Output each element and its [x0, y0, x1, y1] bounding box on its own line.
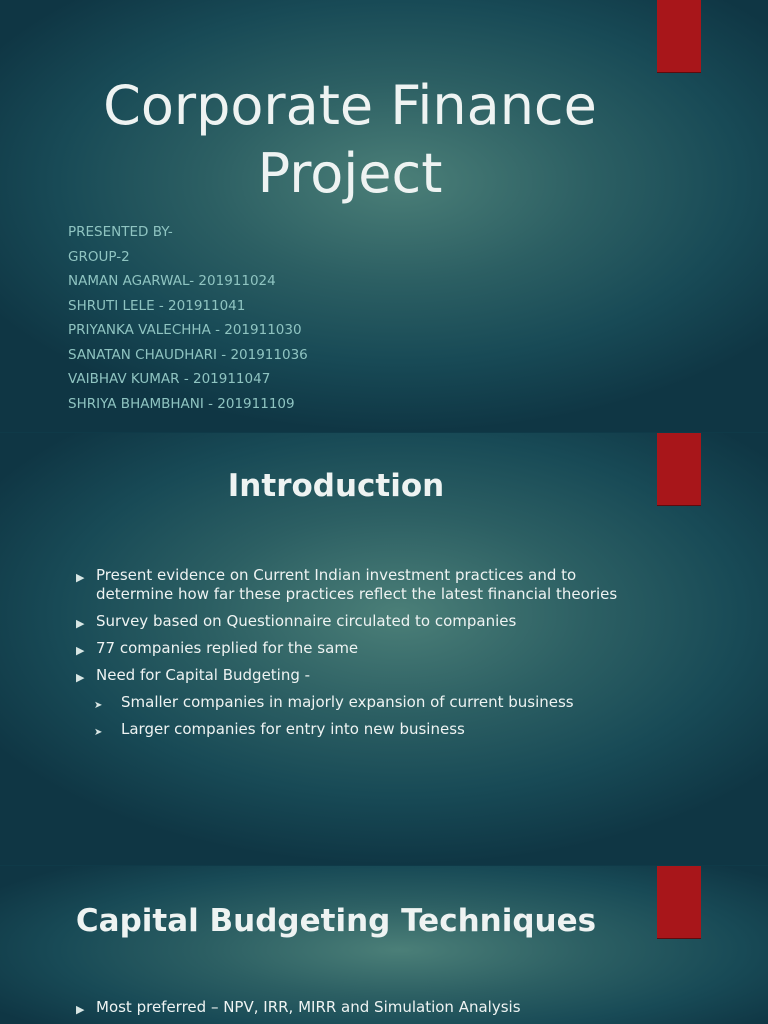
bullet-list: [76, 998, 636, 1024]
sub-bullet-item: [76, 693, 636, 712]
presenter-line: SHRUTI LELE - 201911041: [68, 297, 246, 314]
presenter-line: VAIBHAV KUMAR - 201911047: [68, 371, 271, 387]
bullet-item: [76, 666, 636, 685]
bullet-text: Present evidence on Current Indian investment practices and to determine how far these practices reflect the latest financial theories: [96, 566, 618, 603]
bullet-text: Most preferred – NPV, IRR, MIRR and Simulation Analysis: [96, 998, 521, 1016]
presenter-line: SHRIYA BHAMBHANI - 201911109: [68, 395, 295, 412]
bullet-text: Smaller companies in majorly expansion of current business: [121, 693, 574, 711]
slide-2-title: Introduction: [227, 468, 445, 504]
slide-title[interactable]: [0, 0, 768, 432]
presenter-list: [68, 220, 308, 416]
arrowhead-bullet-icon: ➤: [94, 700, 103, 711]
triangle-bullet-icon: ▶: [76, 1003, 85, 1016]
bullet-text: 77 companies replied for the same: [96, 639, 359, 657]
presenter-line: GROUP-2: [68, 248, 130, 265]
slide-introduction[interactable]: [0, 433, 768, 865]
bullet-item: [76, 612, 636, 631]
bullet-item: [76, 566, 636, 604]
arrowhead-bullet-icon: ➤: [94, 727, 103, 738]
presenter-line: PRESENTED BY-: [68, 224, 173, 240]
bullet-text: Need for Capital Budgeting -: [96, 666, 311, 684]
triangle-bullet-icon: ▶: [76, 617, 85, 630]
bullet-list: [76, 566, 636, 747]
accent-bar: [657, 0, 701, 72]
bullet-item: [76, 639, 636, 658]
triangle-bullet-icon: ▶: [76, 571, 85, 584]
triangle-bullet-icon: ▶: [76, 644, 85, 657]
bullet-item: [76, 998, 636, 1017]
slide-3-title: Capital Budgeting Techniques: [75, 903, 597, 939]
slide-1-title: Corporate Finance Project: [103, 74, 597, 205]
triangle-bullet-icon: ▶: [76, 671, 85, 684]
bullet-text: Survey based on Questionnaire circulated to companies: [96, 612, 517, 630]
presenter-line: PRIYANKA VALECHHA - 201911030: [68, 322, 302, 338]
bullet-text: Larger companies for entry into new business: [121, 720, 465, 738]
presenter-line: SANATAN CHAUDHARI - 201911036: [68, 346, 308, 363]
presenter-line: NAMAN AGARWAL- 201911024: [68, 273, 276, 289]
sub-bullet-item: [76, 720, 636, 739]
slide-capital-budgeting[interactable]: [0, 866, 768, 1024]
